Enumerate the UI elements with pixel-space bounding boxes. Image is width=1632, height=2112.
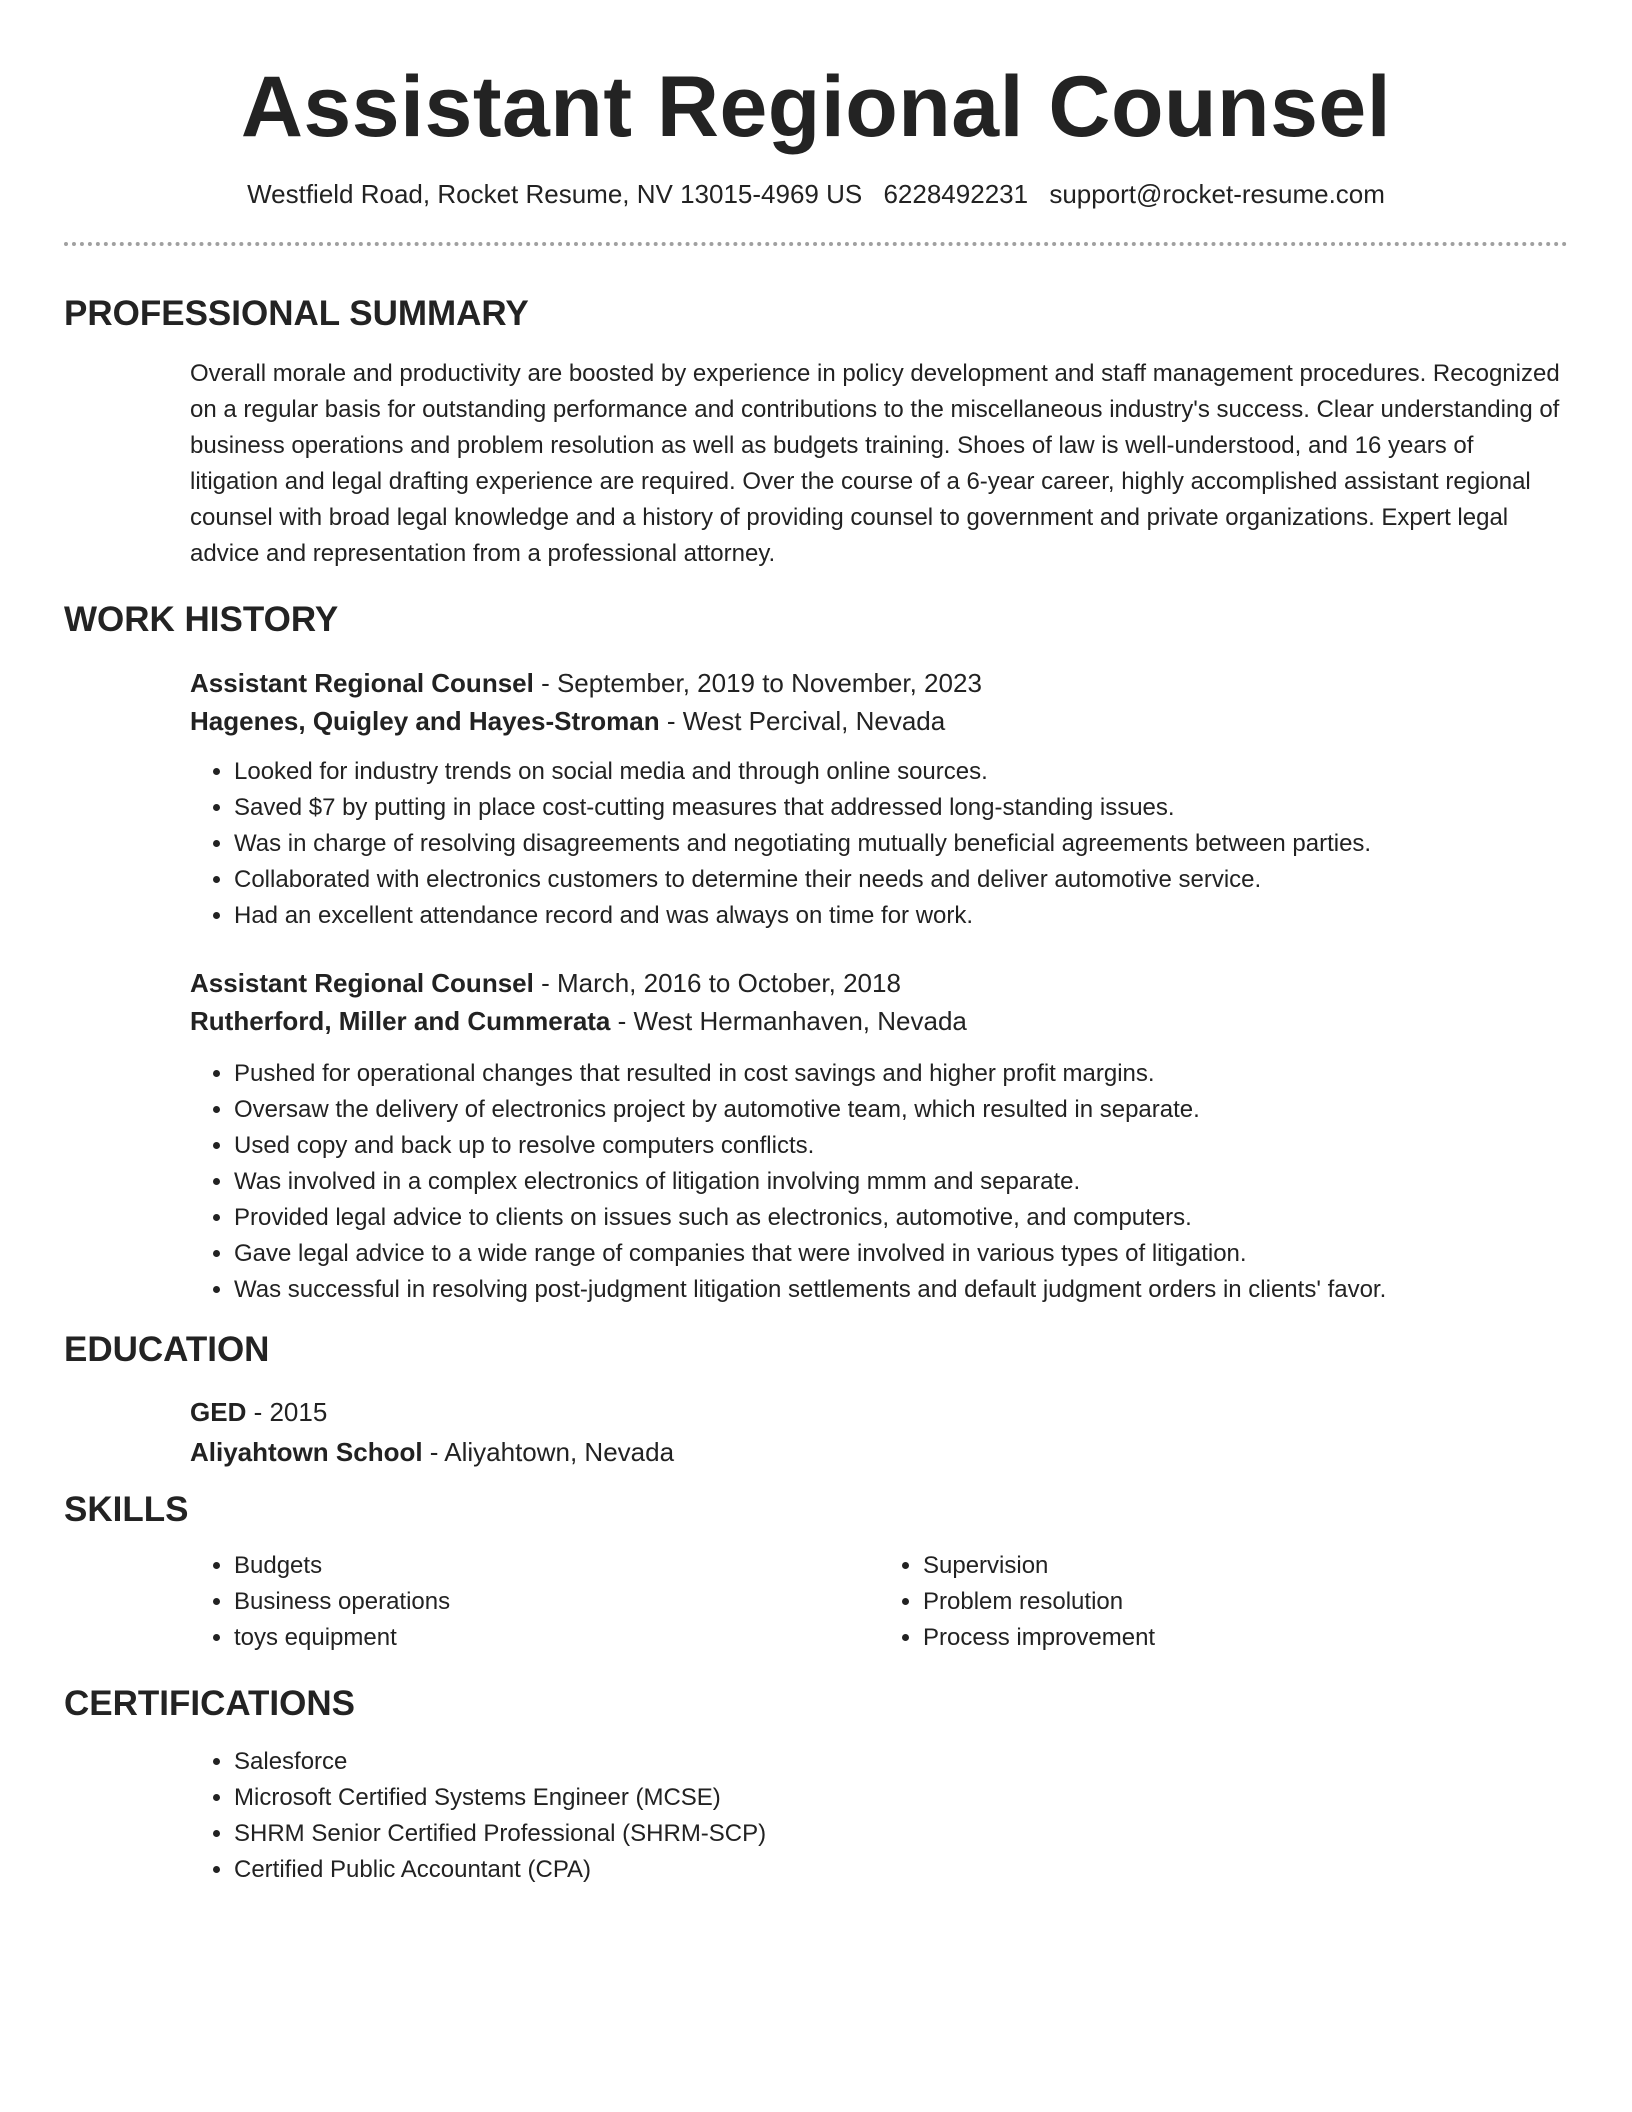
- list-item: • Provided legal advice to clients on issues such as electronics, automotive, and computers.: [234, 1200, 1568, 1236]
- job-company-line: [190, 702, 1568, 740]
- school-name: Aliyahtown School: [190, 1437, 423, 1467]
- job-entry: [190, 664, 1568, 934]
- job-location: - West Percival, Nevada: [659, 706, 946, 736]
- certifications-section: [190, 1744, 1568, 1888]
- job-title-line: [190, 964, 1568, 1002]
- skills-column-right: [879, 1548, 1568, 1656]
- certification-item: • SHRM Senior Certified Professional (SHRM-SCP): [234, 1816, 1568, 1852]
- resume-name: Assistant Regional Counsel: [240, 59, 1392, 155]
- summary-text: Overall morale and productivity are boosted by experience in policy development and staff management procedures. Recognized on a regular basis for outstanding performance and contributions to the miscellaneous industry's success. Clear understanding of business operations and problem resolution as well as budgets training. Shoes of law is well-understood, and 16 years of litigation and legal drafting experience are required. Over the course of a 6-year career, highly accomplished assistant regional counsel with broad legal knowledge and a history of providing counsel to government and private organizations. Expert legal advice and representation from a professional attorney.: [190, 360, 1560, 567]
- job-title-line: [190, 664, 1568, 702]
- work-history-section: [190, 664, 1568, 1308]
- contact-phone: 6228492231: [883, 179, 1029, 209]
- education-section: [190, 1392, 1568, 1472]
- certification-item: • Certified Public Accountant (CPA): [234, 1852, 1568, 1888]
- header-divider: [64, 242, 1568, 246]
- list-item: • Used copy and back up to resolve computers conflicts.: [234, 1128, 1568, 1164]
- summary-section: [190, 356, 1568, 572]
- list-item: • Was involved in a complex electronics of litigation involving mmm and separate.: [234, 1164, 1568, 1200]
- job-position: Assistant Regional Counsel: [190, 668, 534, 698]
- school-line: [190, 1432, 1568, 1472]
- certification-item: • Salesforce: [234, 1744, 1568, 1780]
- job-company: Rutherford, Miller and Cummerata: [190, 1006, 611, 1036]
- job-company: Hagenes, Quigley and Hayes-Stroman: [190, 706, 660, 736]
- job-bullets: [190, 754, 1568, 934]
- section-title-summary: PROFESSIONAL SUMMARY: [64, 294, 529, 333]
- job-dates: - March, 2016 to October, 2018: [533, 968, 901, 998]
- job-company-line: [190, 1002, 1568, 1040]
- skill-item: • Budgets: [234, 1548, 879, 1584]
- degree-line: [190, 1392, 1568, 1432]
- section-title-skills: SKILLS: [64, 1490, 189, 1529]
- list-item: • Was successful in resolving post-judgment litigation settlements and default judgment orders in clients' favor.: [234, 1272, 1568, 1308]
- job-entry: [190, 964, 1568, 1308]
- section-title-certifications: CERTIFICATIONS: [64, 1684, 356, 1723]
- skills-column-left: [190, 1548, 879, 1656]
- contact-address: Westfield Road, Rocket Resume, NV 13015-4969 US: [247, 179, 863, 209]
- list-item: • Oversaw the delivery of electronics project by automotive team, which resulted in separate.: [234, 1092, 1568, 1128]
- section-title-education: EDUCATION: [64, 1330, 270, 1369]
- certification-item: • Microsoft Certified Systems Engineer (MCSE): [234, 1780, 1568, 1816]
- skills-section: [190, 1548, 1568, 1656]
- list-item: • Saved $7 by putting in place cost-cutting measures that addressed long-standing issues.: [234, 790, 1568, 826]
- contact-email: support@rocket-resume.com: [1049, 179, 1385, 209]
- degree-name: GED: [190, 1397, 247, 1427]
- list-item: • Looked for industry trends on social media and through online sources.: [234, 754, 1568, 790]
- list-item: • Gave legal advice to a wide range of companies that were involved in various types of litigation.: [234, 1236, 1568, 1272]
- list-item: • Collaborated with electronics customers to determine their needs and deliver automotive service.: [234, 862, 1568, 898]
- section-title-work-history: WORK HISTORY: [64, 600, 339, 639]
- contact-info: [64, 176, 1568, 212]
- job-position: Assistant Regional Counsel: [190, 968, 534, 998]
- list-item: • Pushed for operational changes that resulted in cost savings and higher profit margins.: [234, 1056, 1568, 1092]
- job-bullets: [190, 1056, 1568, 1308]
- certifications-list: [190, 1744, 1568, 1888]
- job-dates: - September, 2019 to November, 2023: [533, 668, 982, 698]
- list-item: • Had an excellent attendance record and was always on time for work.: [234, 898, 1568, 934]
- skill-item: • Supervision: [923, 1548, 1568, 1584]
- degree-year: - 2015: [246, 1397, 328, 1427]
- school-location: - Aliyahtown, Nevada: [422, 1437, 675, 1467]
- skill-item: • toys equipment: [234, 1620, 879, 1656]
- job-location: - West Hermanhaven, Nevada: [610, 1006, 967, 1036]
- list-item: • Was in charge of resolving disagreements and negotiating mutually beneficial agreements between parties.: [234, 826, 1568, 862]
- skill-item: • Process improvement: [923, 1620, 1568, 1656]
- skill-item: • Problem resolution: [923, 1584, 1568, 1620]
- skill-item: • Business operations: [234, 1584, 879, 1620]
